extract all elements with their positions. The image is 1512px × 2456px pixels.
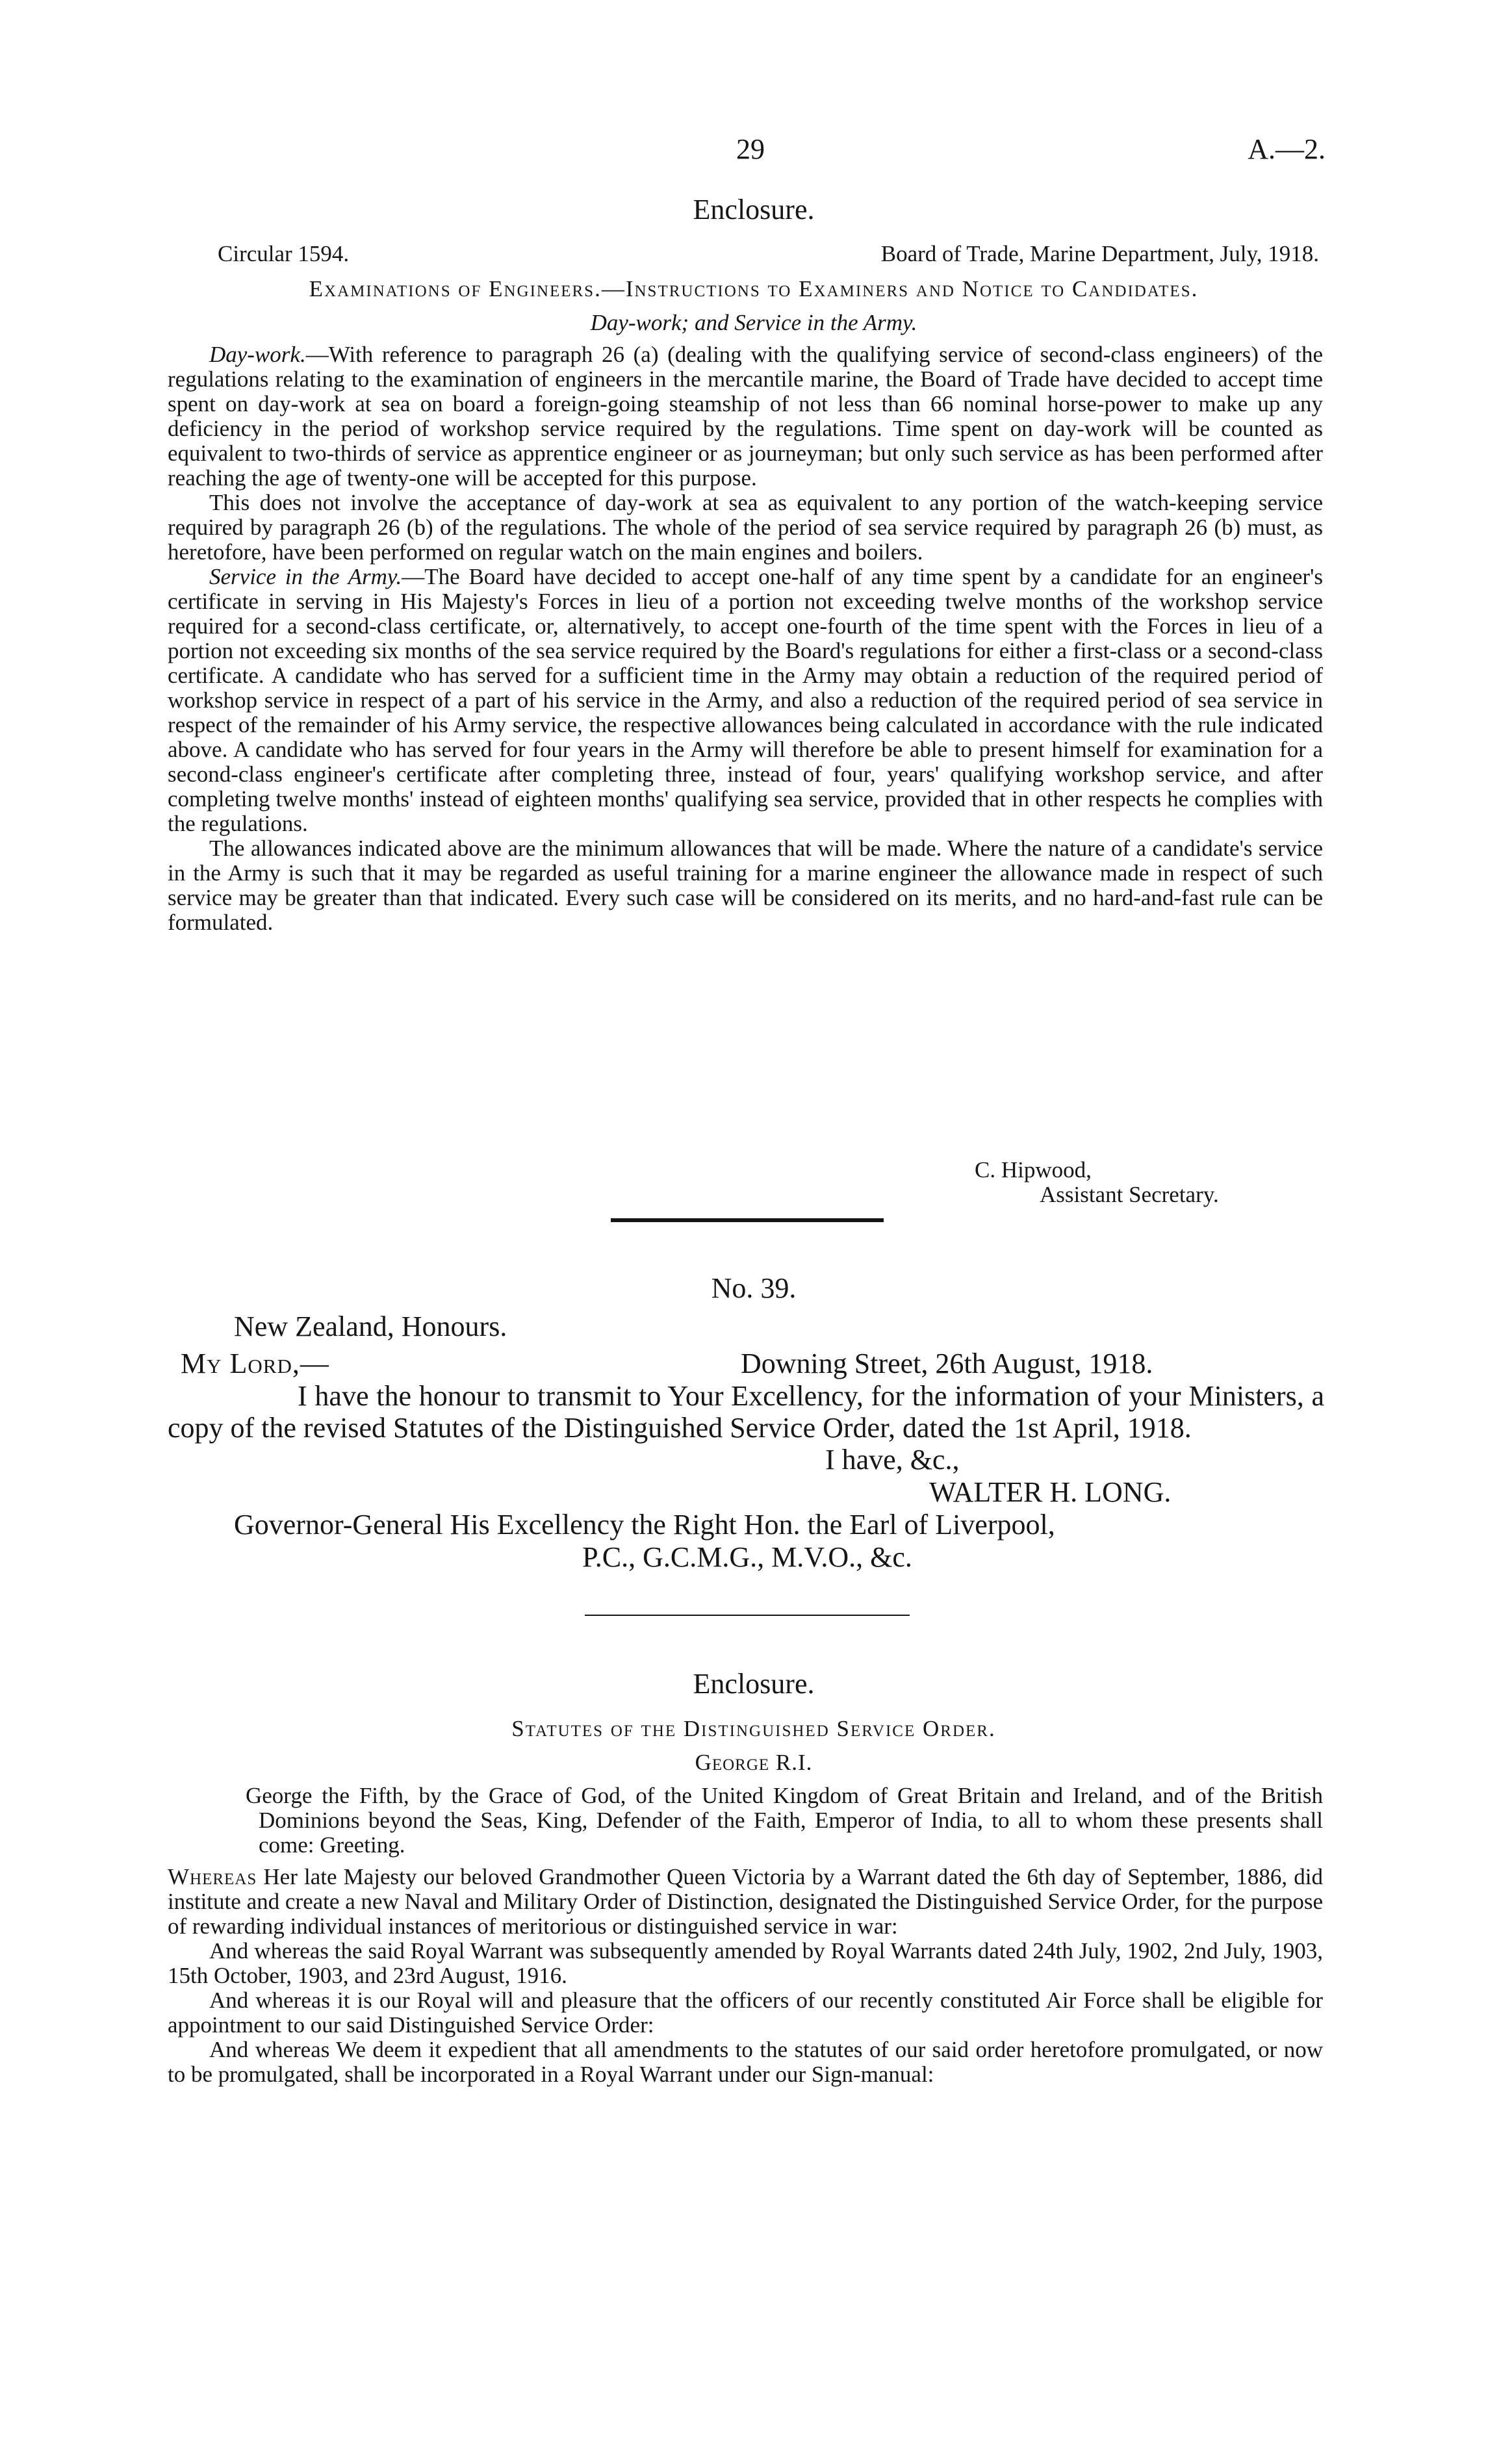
whereas-second: And whereas the said Royal Warrant was subsequently amended by Royal Warrants dated 24th July, 1902, 2nd July, 1903, 15th October, 1903, and 23rd August, 1916. [168, 1938, 1323, 1988]
statutes-preamble: George the Fifth, by the Grace of God, of the United Kingdom of Great Britain and Ireland, and of the British Dominions beyond the Seas, King, Defender of the Faith, Emperor of India, to all to whom these presents shall come: Greeting. [246, 1783, 1323, 1858]
army-service-lead: Service in the Army. [209, 564, 402, 589]
circular-number: Circular 1594. [218, 241, 350, 266]
whereas-third: And whereas it is our Royal will and pleasure that the officers of our recently constituted Air Force shall be eligible for appointment to our said Distinguished Service Order: [168, 1988, 1323, 2038]
statutes-preamble-block [168, 1784, 1323, 1858]
statutes-title: Statutes of the Distinguished Service Order. [511, 1716, 996, 1741]
document-reference: A.—2. [1248, 133, 1326, 165]
watch-keeping-paragraph [168, 491, 1323, 565]
day-work-text: —With reference to paragraph 26 (a) (dealing with the qualifying service of second-class engineers) of the regulations relating to the examination of engineers in the mercantile marine, the Board of Trade have decided to accept time spent on day-work at sea on board a foreign-going steamship of not less than 66 nominal horse-power to make up any deficiency in the period of workshop service required by the regulations. Time spent on day-work will be counted as equivalent to two-thirds of service as apprentice engineer or as journeyman; but only such service as has been performed after reaching the age of twenty-one will be accepted for this purpose. [168, 342, 1323, 491]
enclosure1-body [168, 342, 1323, 935]
army-service-paragraph [168, 565, 1323, 836]
enclosure1-signature: C. Hipwood, [975, 1157, 1092, 1183]
letter-place-date: Downing Street, 26th August, 1918. [741, 1348, 1153, 1379]
letter-signature: WALTER H. LONG. [929, 1476, 1172, 1508]
enclosure-heading: Enclosure. [693, 194, 815, 225]
whereas-first [168, 1865, 1323, 1939]
whereas-first-text: Her late Majesty our beloved Grandmother Queen Victoria by a Warrant dated the 6th day of September, 1886, did institute and create a new Naval and Military Order of Distinction, designated the Distinguished Service Order, for the purpose of rewarding individual instances of meritorious or distinguished service in war: [168, 1864, 1323, 1939]
whereas-fourth: And whereas We deem it expedient that all amendments to the statutes of our said order heretofore promulgated, or now to be promulgated, shall be incorporated in a Royal Warrant under our Sign-manual: [168, 2037, 1323, 2087]
page-number: 29 [736, 133, 765, 165]
letter-body [168, 1380, 1324, 1444]
section-divider-light [585, 1615, 910, 1616]
allowances-text: The allowances indicated above are the minimum allowances that will be made. Where the nature of a candidate's service in the Army is such that it may be regarded as useful training for a marine engineer the allowance made in respect of such service may be greater than that indicated. Every such case will be considered on its merits, and no hard-and-fast rule can be formulated. [168, 836, 1323, 935]
letter-body-text: I have the honour to transmit to Your Excellency, for the information of your Ministers, a copy of the revised Statutes of the Distinguished Service Order, dated the 1st April, 1918. [168, 1380, 1324, 1444]
instructions-subtitle: Day-work; and Service in the Army. [590, 310, 917, 335]
letter-addressee-line1: Governor-General His Excellency the Right Hon. the Earl of Liverpool, [234, 1509, 1055, 1541]
whereas-lead: Whereas [168, 1864, 257, 1889]
letter-addressee-line2: P.C., G.C.M.G., M.V.O., &c. [582, 1541, 912, 1573]
letter-salutation: My Lord,— [181, 1348, 329, 1379]
army-service-text: —The Board have decided to accept one-half of any time spent by a candidate for an engineer's certificate in serving in His Majesty's Forces in lieu of a portion not exceeding twelve months of the workshop service required for a second-class certificate, or, alternatively, to accept one-fourth of the time spent with the Forces in lieu of a portion not exceeding six months of the sea service required by the Board's regulations for either a first-class or a second-class certificate. A candidate who has served for a sufficient time in the Army may obtain a reduction of the required period of workshop service in respect of a part of his service in the Army, and also a reduction of the required period of sea service in respect of the remainder of his Army service, the respective allowances being calculated in accordance with the rule indicated above. A candidate who has served for four years in the Army will therefore be able to present himself for examination for a second-class engineer's certificate after completing three, instead of four, years' qualifying workshop service, and after completing twelve months' instead of eighteen months' qualifying sea service, provided that in other respects he complies with the regulations. [168, 564, 1323, 836]
enclosure2-heading: Enclosure. [693, 1668, 815, 1700]
royal-monogram: George R.I. [695, 1750, 813, 1775]
section-divider-heavy [611, 1218, 884, 1222]
enclosure1-signature-title: Assistant Secretary. [1040, 1182, 1219, 1207]
letter-closing: I have, &c., [825, 1444, 960, 1476]
allowances-paragraph [168, 836, 1323, 935]
letter-subject: New Zealand, Honours. [234, 1311, 507, 1342]
statutes-whereas-block [168, 1865, 1323, 2087]
department-date-line: Board of Trade, Marine Department, July, 1918. [880, 241, 1319, 266]
day-work-paragraph [168, 342, 1323, 491]
day-work-lead: Day-work. [209, 342, 306, 367]
letter-number: No. 39. [711, 1272, 797, 1304]
instructions-title: Examinations of Engineers.—Instructions to Examiners and Notice to Candidates. [309, 276, 1199, 301]
watch-keeping-text: This does not involve the acceptance of day-work at sea as equivalent to any portion of the watch-keeping service required by paragraph 26 (b) of the regulations. The whole of the period of sea service required by paragraph 26 (b) must, as heretofore, have been performed on regular watch on the main engines and boilers. [168, 490, 1323, 565]
